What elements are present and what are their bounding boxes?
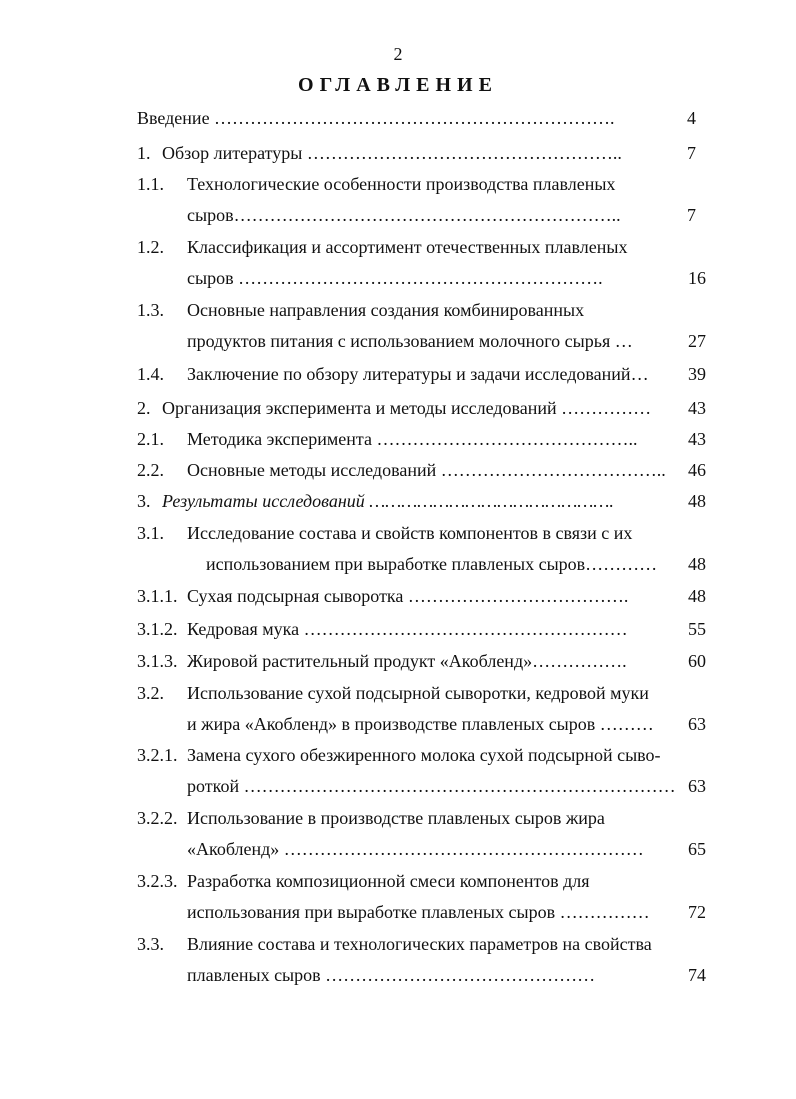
toc-page-3-3: 74 <box>688 965 706 985</box>
toc-num-3-2: 3.2. <box>137 683 164 703</box>
toc-num-3-1: 3.1. <box>137 523 164 543</box>
toc-num-1: 1. <box>137 143 151 163</box>
toc-entry-3-1-3: Жировой растительный продукт «Акобленд»……………. <box>187 651 627 671</box>
toc-page-3-2-1: 63 <box>688 776 706 796</box>
toc-entry-1: Обзор литературы …………………………………………….. <box>162 143 622 163</box>
toc-num-2-1: 2.1. <box>137 429 164 449</box>
toc-entry-3-2-2-line2: «Акобленд» …………………………………………………… <box>187 839 644 859</box>
toc-entry-3-3-line1: Влияние состава и технологических параметров на свойства <box>187 934 652 954</box>
toc-page-1-3: 27 <box>688 331 706 351</box>
toc-num-3-2-2: 3.2.2. <box>137 808 178 828</box>
toc-page-3-1-2: 55 <box>688 619 706 639</box>
toc-num-3-2-1: 3.2.1. <box>137 745 178 765</box>
toc-num-1-4: 1.4. <box>137 364 164 384</box>
toc-num-3-1-3: 3.1.3. <box>137 651 178 671</box>
toc-entry-3: Результаты исследований ………………………………………. <box>162 491 614 511</box>
toc-num-1-2: 1.2. <box>137 237 164 257</box>
toc-page-intro: 4 <box>687 108 696 128</box>
toc-page-1-4: 39 <box>688 364 706 384</box>
toc-entry-1-4: Заключение по обзору литературы и задачи исследований… <box>187 364 649 384</box>
toc-num-1-3: 1.3. <box>137 300 164 320</box>
toc-num-3: 3. <box>137 491 151 511</box>
toc-num-2: 2. <box>137 398 151 418</box>
page-number: 2 <box>393 44 403 64</box>
toc-entry-3-2-1-line1: Замена сухого обезжиренного молока сухой подсырной сыво- <box>187 745 661 765</box>
page-title: ОГЛАВЛЕНИЕ <box>298 74 498 96</box>
toc-entry-1-1-line2: сыров……………………………………………………….. <box>187 205 621 225</box>
toc-entry-3-2-3-line1: Разработка композиционной смеси компонентов для <box>187 871 590 891</box>
toc-num-1-1: 1.1. <box>137 174 164 194</box>
toc-entry-1-3-line1: Основные направления создания комбинированных <box>187 300 585 320</box>
toc-entry-2: Организация эксперимента и методы исследований …………… <box>162 398 652 418</box>
toc-entry-1-3-line2: продуктов питания с использованием молочного сырья … <box>187 331 633 351</box>
toc-entry-3-2-line1: Использование сухой подсырной сыворотки, кедровой муки <box>187 683 649 703</box>
toc-page-2-1: 43 <box>688 429 706 449</box>
toc-page-1: 7 <box>687 143 696 163</box>
toc-num-3-1-2: 3.1.2. <box>137 619 178 639</box>
toc-page-3-1: 48 <box>688 554 706 574</box>
toc-num-3-1-1: 3.1.1. <box>137 586 178 606</box>
toc-page-3: 48 <box>688 491 706 511</box>
toc-entry-1-1-line1: Технологические особенности производства плавленых <box>187 174 616 194</box>
toc-page-1-2: 16 <box>688 268 706 288</box>
toc-num-3-3: 3.3. <box>137 934 164 954</box>
toc-page-3-1-3: 60 <box>688 651 706 671</box>
toc-page-3-2-2: 65 <box>688 839 706 859</box>
toc-entry-1-2-line2: сыров ……………………………………………………. <box>187 268 603 288</box>
toc-entry-3-2-line2: и жира «Акобленд» в производстве плавленых сыров ……… <box>187 714 654 734</box>
toc-page-3-2-3: 72 <box>688 902 706 922</box>
toc-page-2: 43 <box>688 398 706 418</box>
toc-entry-3-1-line2: использованием при выработке плавленых сыров………… <box>206 554 658 574</box>
toc-page-1-1: 7 <box>687 205 696 225</box>
toc-entry-2-1: Методика эксперимента …………………………………….. <box>187 429 638 449</box>
toc-entry-3-2-1-line2: роткой ……………………………………………………………… <box>187 776 676 796</box>
toc-page-3-1-1: 48 <box>688 586 706 606</box>
toc-entry-3-3-line2: плавленых сыров ……………………………………… <box>187 965 596 985</box>
toc-entry-intro: Введение …………………………………………………………. <box>137 108 615 128</box>
toc-entry-2-2: Основные методы исследований ……………………………….. <box>187 460 666 480</box>
toc-entry-3-1-2: Кедровая мука ……………………………………………… <box>187 619 628 639</box>
toc-entry-3-1-1: Сухая подсырная сыворотка ………………………………. <box>187 586 629 606</box>
toc-entry-1-2-line1: Классификация и ассортимент отечественных плавленых <box>187 237 628 257</box>
toc-entry-3-2-3-line2: использования при выработке плавленых сыров …………… <box>187 902 650 922</box>
toc-entry-3-1-line1: Исследование состава и свойств компонентов в связи с их <box>187 523 633 543</box>
toc-num-2-2: 2.2. <box>137 460 164 480</box>
toc-num-3-2-3: 3.2.3. <box>137 871 178 891</box>
toc-page-3-2: 63 <box>688 714 706 734</box>
toc-entry-3-2-2-line1: Использование в производстве плавленых сыров жира <box>187 808 605 828</box>
toc-page-2-2: 46 <box>688 460 706 480</box>
